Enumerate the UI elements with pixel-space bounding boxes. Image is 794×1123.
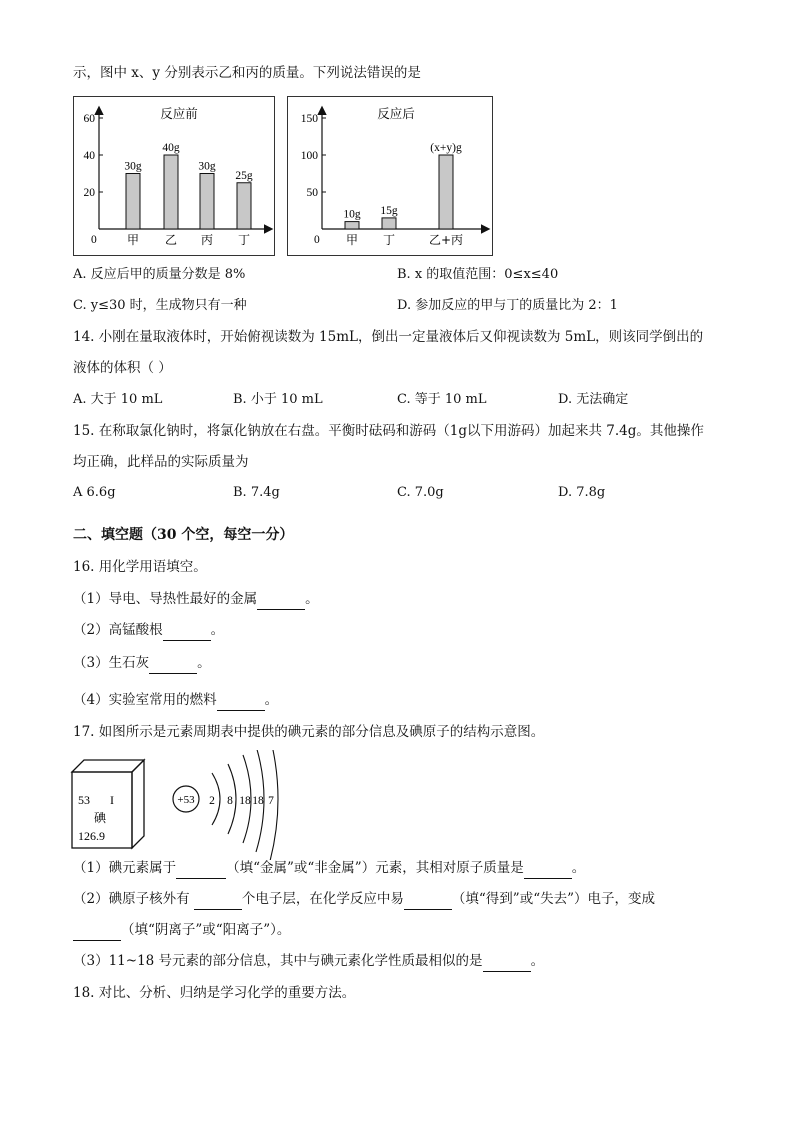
chart-after-reaction: [287, 96, 493, 256]
y-tick-label: 50: [306, 187, 318, 199]
shell-electron-count: 18: [252, 795, 264, 807]
q14-option-d[interactable]: D. 无法确定: [558, 392, 629, 407]
q15-option-c[interactable]: C. 7.0g: [397, 485, 444, 500]
bar: [126, 174, 140, 230]
q17-part-3-text: （3）11~18 号元素的部分信息，其中与碘元素化学性质最相似的是: [73, 953, 483, 969]
q17-part-2-cont: [73, 920, 290, 941]
q16-part-3-text: （3）生石灰: [73, 655, 150, 671]
q16-part-2-text: （2）高锰酸根: [73, 622, 163, 638]
answer-blank[interactable]: [524, 858, 572, 879]
q16-part-1: [73, 589, 319, 610]
chart-before-svg: [74, 97, 274, 255]
element-cell-iodine: [70, 758, 150, 850]
element-symbol: I: [110, 793, 114, 807]
category-label: 丁: [382, 233, 396, 247]
bar-data-label: (x+y)g: [430, 142, 462, 154]
q17-part-2-text-4: （填“阴离子”或“阳离子”）。: [121, 922, 291, 938]
y-tick-label: 40: [83, 150, 95, 162]
bar: [439, 155, 453, 229]
bar-data-label: 30g: [198, 160, 216, 173]
bar-data-label: 30g: [124, 160, 142, 173]
question-13-stem-tail: 示，图中 x、y 分别表示乙和丙的质量。下列说法错误的是: [73, 65, 421, 81]
shell-electron-count: 2: [209, 795, 215, 807]
bar-data-label: 40g: [162, 142, 180, 154]
answer-blank[interactable]: [483, 951, 531, 972]
bar: [200, 174, 214, 230]
origin-label: 0: [91, 234, 97, 246]
answer-blank[interactable]: [149, 653, 197, 674]
answer-blank[interactable]: [217, 690, 265, 711]
shell-electron-count: 8: [227, 795, 233, 807]
q16-stem: 16. 用化学用语填空。: [73, 559, 207, 575]
q14-option-a[interactable]: A. 大于 10 mL: [73, 392, 163, 407]
q16-part-1-end: 。: [305, 591, 319, 607]
iodine-atom-structure-diagram: [168, 750, 288, 860]
category-label: 丙: [200, 233, 214, 247]
chart-title: 反应后: [377, 106, 415, 121]
section-2-heading: 二、填空题（30 个空，每空一分）: [73, 527, 294, 543]
q13-option-b[interactable]: B. x 的取值范围：0≤x≤40: [397, 267, 559, 282]
q15-option-d[interactable]: D. 7.8g: [558, 485, 606, 500]
category-label: 乙+丙: [428, 233, 464, 247]
q16-part-3: [73, 653, 211, 674]
category-label: 乙: [164, 233, 178, 247]
q14-stem-line2: 液体的体积（ ）: [73, 360, 172, 376]
q16-part-1-text: （1）导电、导热性最好的金属: [73, 591, 258, 607]
q17-part-2-text-2: 个电子层，在化学反应中易: [241, 891, 404, 907]
q16-part-3-end: 。: [197, 655, 211, 671]
bar: [382, 218, 396, 229]
bar: [164, 155, 178, 229]
q16-part-4-text: （4）实验室常用的燃料: [73, 692, 217, 708]
q17-part-2: [73, 889, 655, 910]
q18-stem: 18. 对比、分析、归纳是学习化学的重要方法。: [73, 985, 356, 1001]
answer-blank[interactable]: [73, 920, 121, 941]
chart-after-svg: [288, 97, 492, 255]
bar: [237, 183, 251, 229]
nucleus-charge: +53: [177, 794, 195, 806]
chart-title: 反应前: [160, 106, 198, 121]
category-label: 甲: [126, 233, 140, 247]
q15-stem-line2: 均正确，此样品的实际质量为: [73, 454, 249, 470]
y-tick-label: 100: [300, 150, 318, 162]
q15-option-b[interactable]: B. 7.4g: [233, 485, 280, 500]
q17-part-1-text: （1）碘元素属于: [73, 860, 177, 876]
q17-part-2-text: （2）碘原子核外有: [73, 891, 194, 907]
q17-part-1-text-2: （填“金属”或“非金属”）元素，其相对原子质量是: [226, 860, 524, 876]
answer-blank[interactable]: [163, 620, 211, 641]
q16-part-2: [73, 620, 224, 641]
answer-blank[interactable]: [404, 889, 452, 910]
q16-part-4-end: 。: [264, 692, 279, 708]
y-tick-label: 20: [83, 187, 95, 199]
q14-option-c[interactable]: C. 等于 10 mL: [397, 392, 487, 407]
q14-stem-line1: 14. 小刚在量取液体时，开始俯视读数为 15mL，倒出一定量液体后又仰视读数为 5mL，则该同学倒出的: [73, 329, 704, 345]
shell-electron-count: 7: [268, 795, 274, 807]
element-name: 碘: [94, 811, 107, 825]
q13-option-c[interactable]: C. y≤30 时，生成物只有一种: [73, 298, 247, 313]
q14-option-b[interactable]: B. 小于 10 mL: [233, 392, 323, 407]
category-label: 丁: [237, 233, 251, 247]
q17-part-2-text-3: （填“得到”或“失去”）电子，变成: [451, 891, 655, 907]
q13-option-a[interactable]: A. 反应后甲的质量分数是 8%: [73, 267, 246, 282]
q15-stem-line1: 15. 在称取氯化钠时，将氯化钠放在右盘。平衡时砝码和游码（1g以下用游码）加起来共 7.4g。其他操作: [73, 423, 704, 439]
y-tick-label: 150: [300, 113, 318, 125]
q17-part-3: [73, 951, 544, 972]
answer-blank[interactable]: [257, 589, 305, 610]
q17-part-1-end: 。: [571, 860, 586, 876]
q15-option-a[interactable]: A 6.6g: [73, 485, 116, 500]
element-number: 53: [78, 793, 90, 807]
bar-data-label: 25g: [235, 169, 253, 182]
answer-blank[interactable]: [176, 858, 226, 879]
q16-part-2-end: 。: [210, 622, 225, 638]
chart-before-reaction: [73, 96, 275, 256]
shell-electron-count: 18: [239, 795, 251, 807]
answer-blank[interactable]: [194, 889, 242, 910]
q13-option-d[interactable]: D. 参加反应的甲与丁的质量比为 2：1: [397, 298, 618, 313]
q17-stem: 17. 如图所示是元素周期表中提供的碘元素的部分信息及碘原子的结构示意图。: [73, 724, 545, 740]
bar-data-label: 15g: [380, 204, 398, 217]
q16-part-4: [73, 690, 278, 711]
q17-part-1: [73, 858, 585, 879]
category-label: 甲: [345, 233, 359, 247]
element-mass: 126.9: [78, 829, 105, 843]
origin-label: 0: [314, 234, 320, 246]
bar: [345, 222, 359, 229]
q17-part-3-end: 。: [530, 953, 545, 969]
bar-data-label: 10g: [343, 208, 361, 221]
y-tick-label: 60: [83, 113, 95, 125]
